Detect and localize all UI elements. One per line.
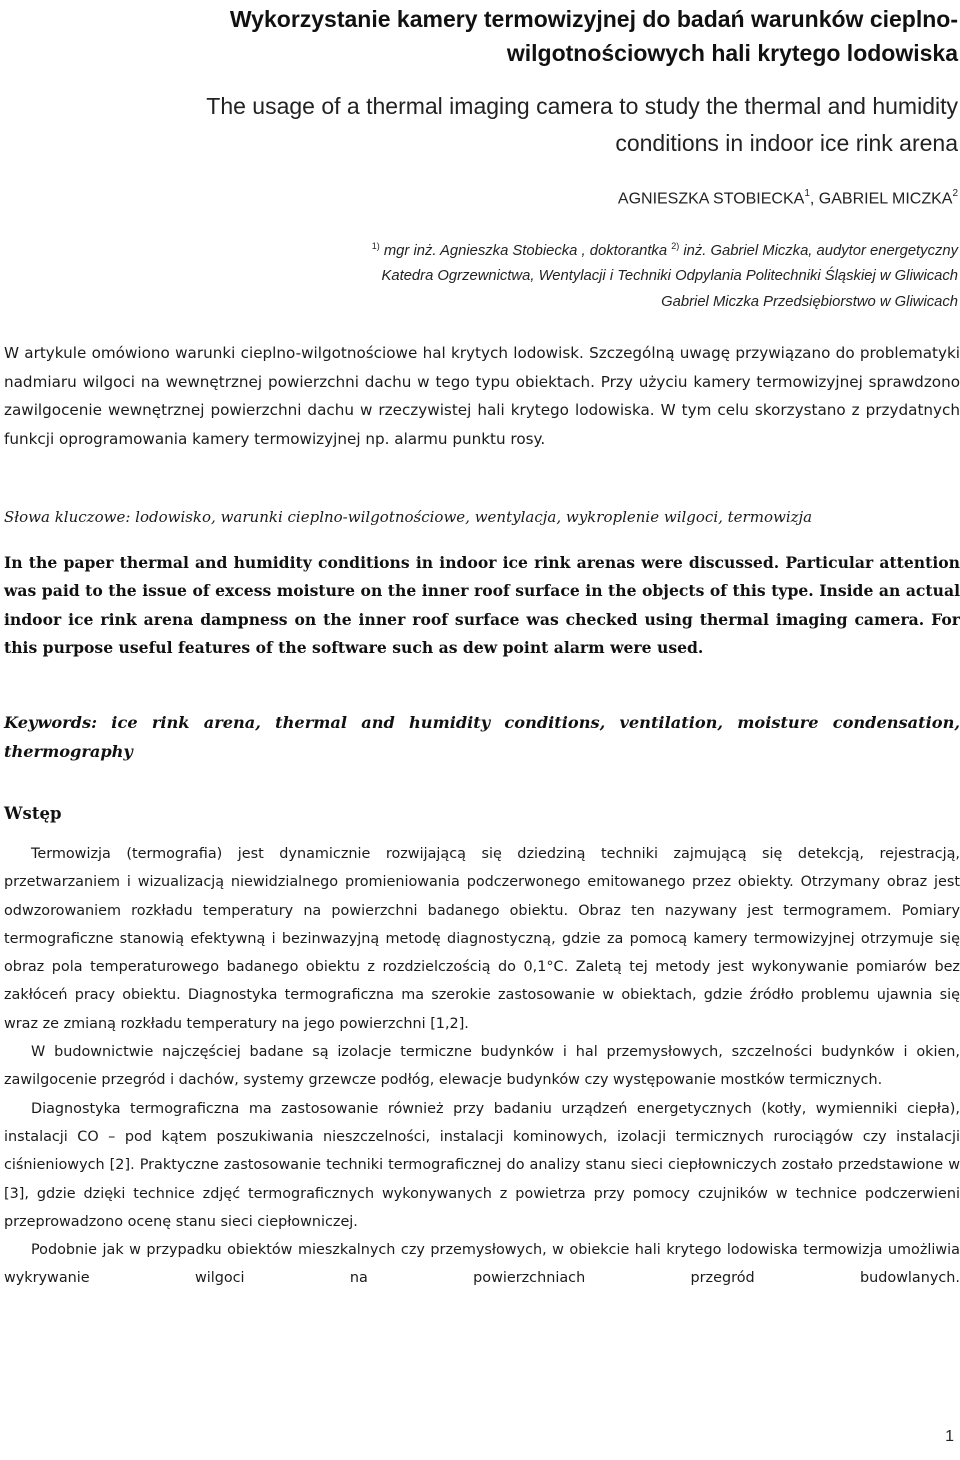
authors-line	[58, 183, 958, 211]
affiliations	[18, 234, 958, 315]
author-2-name: GABRIEL MICZKA	[818, 190, 953, 208]
abstract-polish: W artykule omówiono warunki cieplno-wilgotnościowe hal krytych lodowisk. Szczególną uwagę przywiązano do problematyki nadmiaru wilgoci na wewnętrznej powierzchni dachu w tego typu obiektach. Przy użyciu kamery termowizyjnej sprawdzono zawilgocenie wewnętrznej powierzchni dachu w rzeczywistej hali krytego lodowiska. W tym celu skorzystano z przydatnych funkcji oprogramowania kamery termowizyjnej np. alarmu punktu rosy.	[4, 344, 960, 448]
title-english-line-2: conditions in indoor ice rink arena	[615, 130, 958, 156]
affiliation-author-1: mgr inż. Agnieszka Stobiecka , doktorantka	[379, 242, 672, 259]
section-heading-introduction: Wstęp	[4, 804, 62, 823]
affiliation-marker-1: 1)	[371, 241, 380, 251]
title-english	[18, 88, 958, 162]
title-polish-line-2: wilgotnościowych hali krytego lodowiska	[506, 40, 958, 66]
author-2-superscript: 2	[952, 188, 958, 199]
author-separator: ,	[809, 190, 819, 208]
body-paragraph: Podobnie jak w przypadku obiektów mieszkalnych czy przemysłowych, w obiekcie hali krytego lodowiska termowizja umożliwia wykrywanie wilgoci na powierzchniach przegród budowlanych.	[4, 1242, 960, 1287]
body-paragraph: W budownictwie najczęściej badane są izolacje termiczne budynków i hal przemysłowych, szczelności budynków i okien, zawilgocenie przegród i dachów, systemy grzewcze podłóg, elewacje budynków czy występowanie mostków termicznych.	[4, 1044, 960, 1089]
title-polish-line-1: Wykorzystanie kamery termowizyjnej do badań warunków cieplno-	[229, 6, 958, 32]
affiliation-line-2: Katedra Ogrzewnictwa, Wentylacji i Techniki Odpylania Politechniki Śląskiej w Gliwicach	[381, 268, 958, 285]
page-number: 1	[945, 1428, 954, 1445]
title-english-line-1: The usage of a thermal imaging camera to study the thermal and humidity	[206, 93, 958, 119]
affiliation-marker-2: 2)	[671, 241, 680, 251]
affiliation-line-1	[18, 234, 958, 264]
author-1-superscript: 1	[804, 188, 810, 199]
keywords-english: Keywords: ice rink arena, thermal and humidity conditions, ventilation, moisture condensation, thermography	[4, 713, 960, 761]
keywords-polish: Słowa kluczowe: lodowisko, warunki cieplno-wilgotnościowe, wentylacja, wykroplenie wilgoci, termowizja	[4, 508, 813, 526]
body-paragraph: Diagnostyka termograficzna ma zastosowanie również przy badaniu urządzeń energetycznych (kotły, wymienniki ciepła), instalacji CO – pod kątem poszukiwania nieszczelności, instalacji kominowych, izolacji termicznych rurociągów czy instalacji ciśnieniowych [2]. Praktyczne zastosowanie techniki termograficznej do analizy stanu sieci ciepłowniczych zostało przedstawione w [3], gdzie dzięki technice zdjęć termograficznych wykonywanych z powietrza przy pomocy czujników w technice podczerwieni przeprowadzono ocenę stanu sieci ciepłowniczej.	[4, 1100, 960, 1230]
author-1-name: AGNIESZKA STOBIECKA	[617, 190, 805, 208]
affiliation-line-3: Gabriel Miczka Przedsiębiorstwo w Gliwicach	[661, 293, 958, 310]
body-paragraph: Termowizja (termografia) jest dynamicznie rozwijającą się dziedziną techniki zajmującą się detekcją, rejestracją, przetwarzaniem i wizualizacją niewidzialnego promieniowania podczerwonego emitowanego przez obiekty. Otrzymany obraz jest odwzorowaniem rozkładu temperatury na powierzchni badanego obiektu. Obraz ten nazywany jest termogramem. Pomiary termograficzne stanowią efektywną i bezinwazyjną metodę diagnostyczną, gdzie za pomocą kamery termowizyjnej otrzymuje się obraz pola temperaturowego badanego obiektu z rozdzielczością do 0,1°C. Zaletą tej metody jest wykonywanie pomiarów bez zakłóceń pracy obiektu. Diagnostyka termograficzna ma szerokie zastosowanie w obiektach, gdzie źródło problemu ujawnia się wraz ze zmianą rozkładu temperatury na jego powierzchni [1,2].	[4, 846, 960, 1032]
abstract-english: In the paper thermal and humidity conditions in indoor ice rink arenas were discussed. Particular attention was paid to the issue of excess moisture on the inner roof surface in the objects of this type. Inside an actual indoor ice rink arena dampness on the inner roof surface was checked using thermal imaging camera. For this purpose useful features of the software such as dew point alarm were used.	[4, 553, 960, 657]
body-text	[4, 840, 960, 1293]
affiliation-author-2: inż. Gabriel Miczka, audytor energetyczny	[679, 242, 958, 259]
title-polish	[18, 2, 958, 70]
